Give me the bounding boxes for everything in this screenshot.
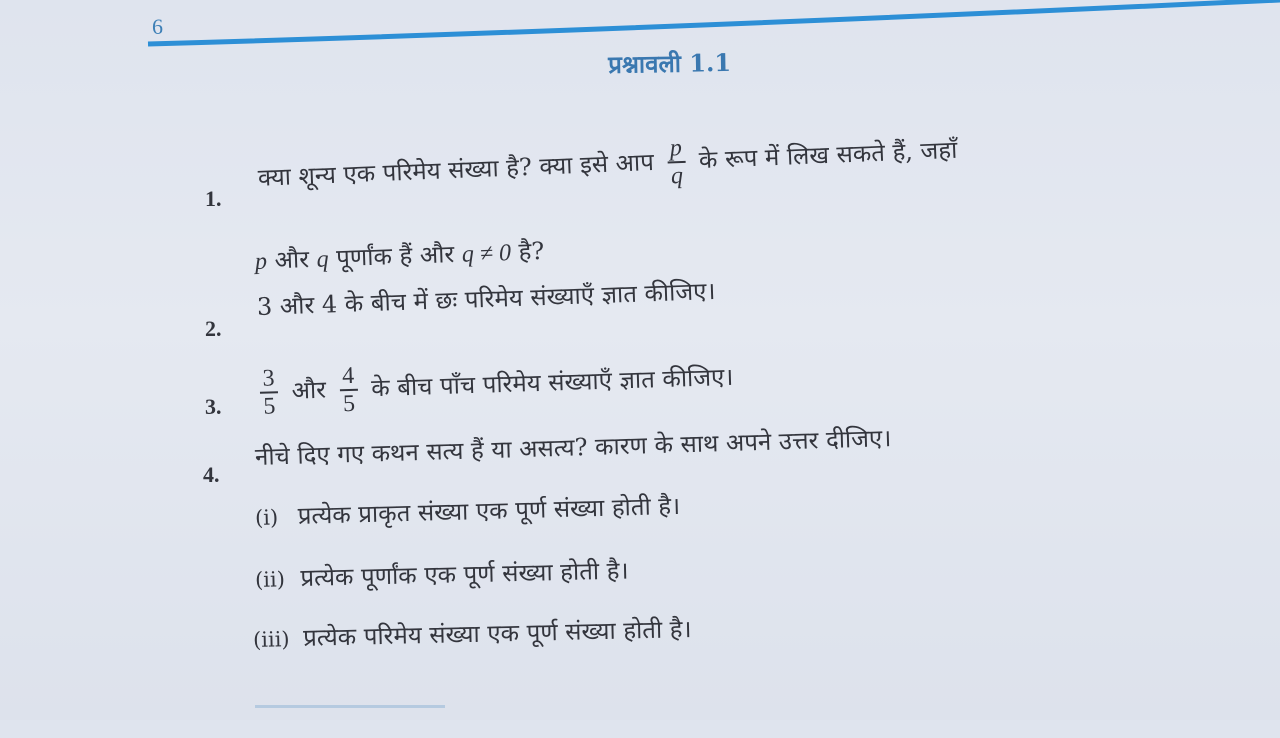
question-1-mid-text: पूर्णांक हैं और — [335, 240, 455, 273]
page-number: 6 — [152, 14, 163, 39]
exercise-title: प्रश्नावली 1.1 — [608, 47, 732, 79]
question-3-number: 3. — [205, 394, 222, 419]
question-1-text-b: के रूप में लिख सकते हैं, जहाँ — [698, 135, 958, 175]
word-aur: और — [274, 245, 310, 275]
fraction-4-over-5 — [339, 363, 359, 418]
statement-iii — [253, 612, 692, 655]
variable-p: p — [254, 248, 268, 275]
fraction-numerator: 3 — [259, 365, 278, 394]
question-1-end-text: है? — [518, 236, 545, 266]
fraction-denominator: 5 — [263, 393, 276, 421]
cut-off-next-heading — [255, 705, 445, 738]
statement-text: प्रत्येक प्राकृत संख्या एक पूर्ण संख्या होती है। — [297, 491, 681, 530]
question-1-text-a: क्या शून्य एक परिमेय संख्या है? क्या इसे आप — [257, 148, 655, 192]
statement-i — [255, 489, 681, 533]
statement-label: (i) — [254, 505, 279, 530]
question-2-text: 3 और 4 के बीच में छः परिमेय संख्याएँ ज्ञात कीजिए। — [256, 276, 716, 321]
question-1-line-1 — [257, 124, 958, 207]
word-aur: और — [291, 375, 327, 405]
statement-ii — [255, 554, 629, 595]
statement-label: (ii) — [254, 567, 286, 592]
question-3-text: के बीच पाँच परिमेय संख्याएँ ज्ञात कीजिए। — [370, 362, 734, 403]
question-1-line-2 — [254, 234, 544, 277]
fraction-p-over-q — [666, 135, 686, 190]
statement-label: (iii) — [252, 627, 290, 652]
fraction-denominator: 5 — [342, 391, 356, 418]
fraction-3-over-5 — [259, 365, 279, 420]
question-2-number: 2. — [205, 316, 222, 341]
condition-q-not-zero: q ≠ 0 — [461, 240, 512, 268]
statement-text: प्रत्येक पूर्णांक एक पूर्ण संख्या होती है। — [300, 556, 629, 592]
question-4-text: नीचे दिए गए कथन सत्य हैं या असत्य? कारण के साथ अपने उत्तर दीजिए। — [254, 424, 892, 471]
statement-text: प्रत्येक परिमेय संख्या एक पूर्ण संख्या होती है। — [302, 615, 692, 652]
variable-q: q — [316, 246, 330, 273]
question-1-number: 1. — [205, 186, 222, 211]
question-4-number: 4. — [203, 462, 220, 487]
fraction-numerator: 4 — [339, 363, 358, 392]
fraction-denominator: q — [670, 163, 684, 190]
fraction-numerator: p — [666, 135, 685, 164]
question-3-line — [253, 351, 734, 421]
